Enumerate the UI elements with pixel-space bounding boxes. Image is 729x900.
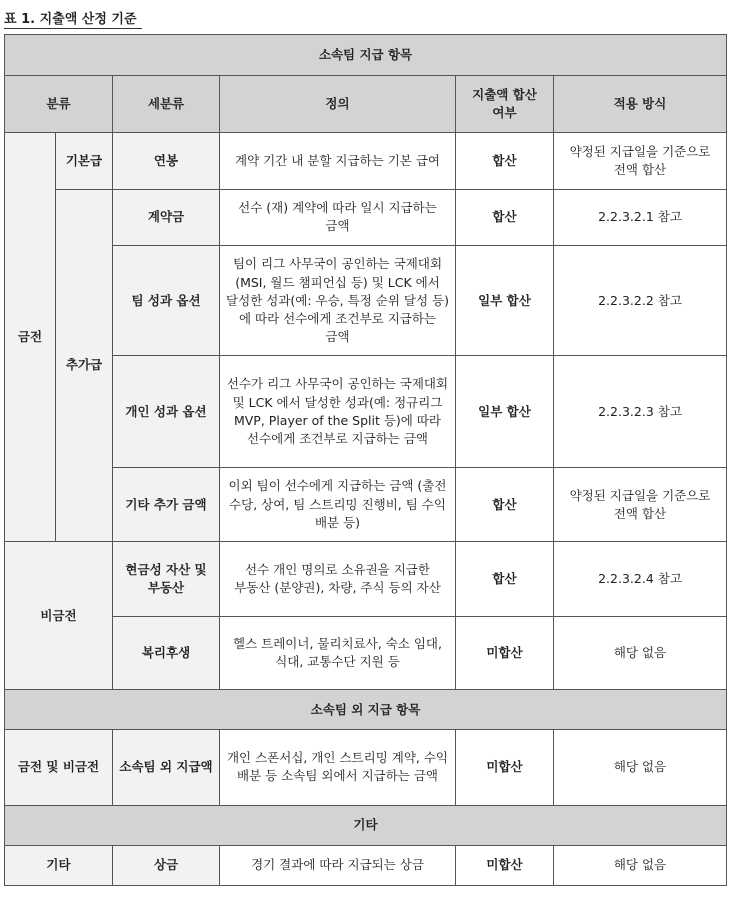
section-header-external: 소속팀 외 지급 항목 — [5, 690, 727, 730]
group-bonus: 추가급 — [56, 189, 113, 542]
group-other: 기타 — [5, 845, 113, 885]
inclusion-cell: 합산 — [456, 542, 554, 616]
table-row — [5, 189, 727, 245]
definition-cell: 계약 기간 내 분할 지급하는 기본 급여 — [220, 133, 456, 189]
subcategory-cell: 상금 — [113, 845, 220, 885]
group-noncash: 비금전 — [5, 542, 113, 690]
method-cell: 2.2.3.2.1 참고 — [554, 189, 727, 245]
method-cell: 해당 없음 — [554, 730, 727, 805]
subcategory-cell: 복리후생 — [113, 616, 220, 689]
inclusion-cell: 미합산 — [456, 730, 554, 805]
table-row — [5, 133, 727, 189]
method-cell: 2.2.3.2.3 참고 — [554, 356, 727, 468]
definition-cell: 선수 개인 명의로 소유권을 지급한 부동산 (분양권), 차량, 주식 등의 자산 — [220, 542, 456, 616]
header-method: 적용 방식 — [554, 76, 727, 133]
table-row — [5, 356, 727, 468]
inclusion-cell: 합산 — [456, 467, 554, 541]
definition-cell: 이외 팀이 선수에게 지급하는 금액 (출전 수당, 상여, 팀 스트리밍 진행비, 팀 수익 배분 등) — [220, 467, 456, 541]
definition-cell: 선수가 리그 사무국이 공인하는 국제대회 및 LCK 에서 달성한 성과(예: 정규리그 MVP, Player of the Split 등)에 따라 선수에게 조건부로 지급하는 금액 — [220, 356, 456, 468]
subcategory-cell: 소속팀 외 지급액 — [113, 730, 220, 805]
header-definition: 정의 — [220, 76, 456, 133]
expenditure-criteria-table — [4, 34, 727, 886]
definition-cell: 개인 스폰서십, 개인 스트리밍 계약, 수익 배분 등 소속팀 외에서 지급하는 금액 — [220, 730, 456, 805]
table-row — [5, 730, 727, 805]
definition-cell: 팀이 리그 사무국이 공인하는 국제대회(MSI, 월드 챔피언십 등) 및 LCK 에서 달성한 성과(예: 우승, 특정 순위 달성 등)에 따라 선수에게 조건부로 지급하는 금액 — [220, 245, 456, 356]
inclusion-cell: 미합산 — [456, 616, 554, 689]
header-category: 분류 — [5, 76, 113, 133]
definition-cell: 경기 결과에 따라 지급되는 상금 — [220, 845, 456, 885]
table-row — [5, 616, 727, 689]
header-inclusion: 지출액 합산 여부 — [456, 76, 554, 133]
definition-cell: 선수 (재) 계약에 따라 일시 지급하는 금액 — [220, 189, 456, 245]
section-header-other: 기타 — [5, 805, 727, 845]
table-caption: 표 1. 지출액 산정 기준 — [4, 12, 137, 27]
inclusion-cell: 합산 — [456, 189, 554, 245]
subcategory-cell: 연봉 — [113, 133, 220, 189]
table-row — [5, 467, 727, 541]
table-row — [5, 845, 727, 885]
subcategory-cell: 계약금 — [113, 189, 220, 245]
inclusion-cell: 일부 합산 — [456, 356, 554, 468]
definition-cell: 헬스 트레이너, 물리치료사, 숙소 임대, 식대, 교통수단 지원 등 — [220, 616, 456, 689]
inclusion-cell: 합산 — [456, 133, 554, 189]
inclusion-cell: 일부 합산 — [456, 245, 554, 356]
section-header-team: 소속팀 지급 항목 — [5, 35, 727, 76]
method-cell: 2.2.3.2.4 참고 — [554, 542, 727, 616]
group-cash: 금전 — [5, 133, 56, 542]
subcategory-cell: 기타 추가 금액 — [113, 467, 220, 541]
header-subcategory: 세분류 — [113, 76, 220, 133]
subcategory-cell: 현금성 자산 및 부동산 — [113, 542, 220, 616]
method-cell: 2.2.3.2.2 참고 — [554, 245, 727, 356]
group-cash-and-noncash: 금전 및 비금전 — [5, 730, 113, 805]
method-cell: 해당 없음 — [554, 616, 727, 689]
method-cell: 약정된 지급일을 기준으로 전액 합산 — [554, 133, 727, 189]
caption-underline — [4, 28, 142, 29]
method-cell: 해당 없음 — [554, 845, 727, 885]
method-cell: 약정된 지급일을 기준으로 전액 합산 — [554, 467, 727, 541]
subcategory-cell: 개인 성과 옵션 — [113, 356, 220, 468]
inclusion-cell: 미합산 — [456, 845, 554, 885]
table-row — [5, 542, 727, 616]
subcategory-cell: 팀 성과 옵션 — [113, 245, 220, 356]
table-row — [5, 245, 727, 356]
group-base: 기본급 — [56, 133, 113, 189]
